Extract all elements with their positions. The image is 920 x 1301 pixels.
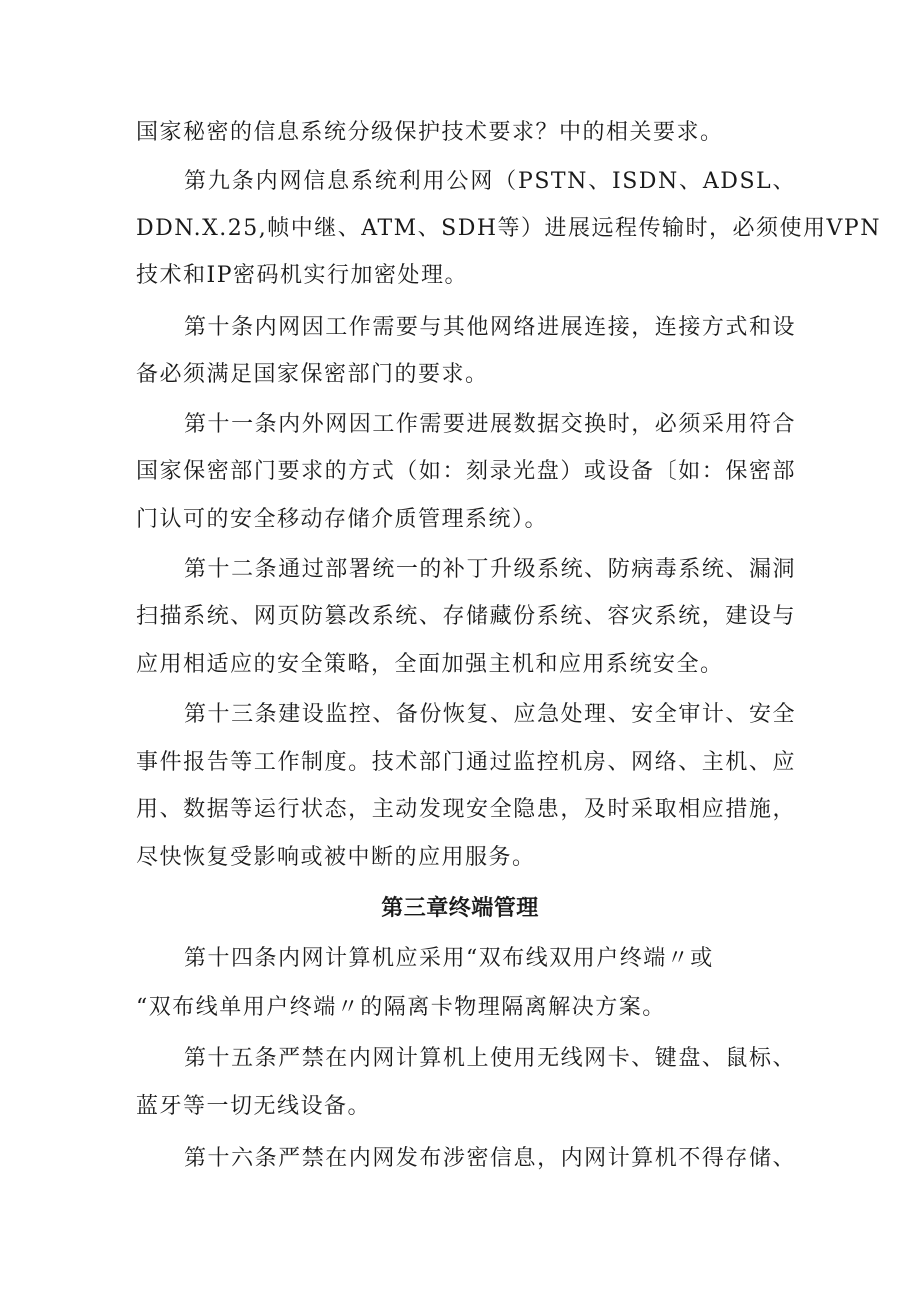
paragraph-line: 事件报告等工作制度。技术部门通过监控机房、网络、主机、应 <box>136 750 796 775</box>
paragraph-line: 国家保密部门要求的方式（如：刻录光盘）或设备〔如：保密部 <box>136 459 796 484</box>
paragraph-line: 蓝牙等一切无线设备。 <box>136 1094 372 1119</box>
paragraph-line: 技术和IP密码机实行加密处理。 <box>136 263 468 288</box>
paragraph-line: 扫描系统、网页防篡改系统、存储藏份系统、容灾系统，建设与 <box>136 604 796 629</box>
article-14-line: 第十四条内网计算机应采用“双布线双用户终端〃或 <box>184 946 714 971</box>
paragraph-line: 尽快恢复受影响或被中断的应用服务。 <box>136 845 536 870</box>
paragraph-line: 应用相适应的安全策略，全面加强主机和应用系统安全。 <box>136 652 724 677</box>
chapter-heading: 第三章终端管理 <box>381 896 539 921</box>
paragraph-line: 国家秘密的信息系统分级保护技术要求？中的相关要求。 <box>136 120 724 145</box>
article-15-line: 第十五条严禁在内网计算机上使用无线网卡、键盘、鼠标、 <box>184 1046 796 1071</box>
article-12-line: 第十二条通过部署统一的补丁升级系统、防病毒系统、漏洞 <box>184 557 796 582</box>
paragraph-line: “双布线单用户终端〃的隔离卡物理隔离解决方案。 <box>136 995 666 1020</box>
paragraph-line: 门认可的安全移动存储介质管理系统）。 <box>136 507 549 532</box>
article-16-line: 第十六条严禁在内网发布涉密信息，内网计算机不得存储、 <box>184 1146 796 1171</box>
article-9-line: 第九条内网信息系统利用公网（PSTN、ISDN、ADSL、 <box>184 169 796 194</box>
paragraph-line: DDN.X.25,帧中继、ATM、SDH等）进展远程传输时，必须使用VPN <box>136 216 881 241</box>
article-10-line: 第十条内网因工作需要与其他网络进展连接，连接方式和设 <box>184 315 796 340</box>
article-13-line: 第十三条建设监控、备份恢复、应急处理、安全审计、安全 <box>184 702 796 727</box>
paragraph-line: 用、数据等运行状态，主动发现安全隐患，及时采取相应措施， <box>136 797 796 822</box>
article-11-line: 第十一条内外网因工作需要进展数据交换时，必须采用符合 <box>184 412 796 437</box>
paragraph-line: 备必须满足国家保密部门的要求。 <box>136 362 489 387</box>
